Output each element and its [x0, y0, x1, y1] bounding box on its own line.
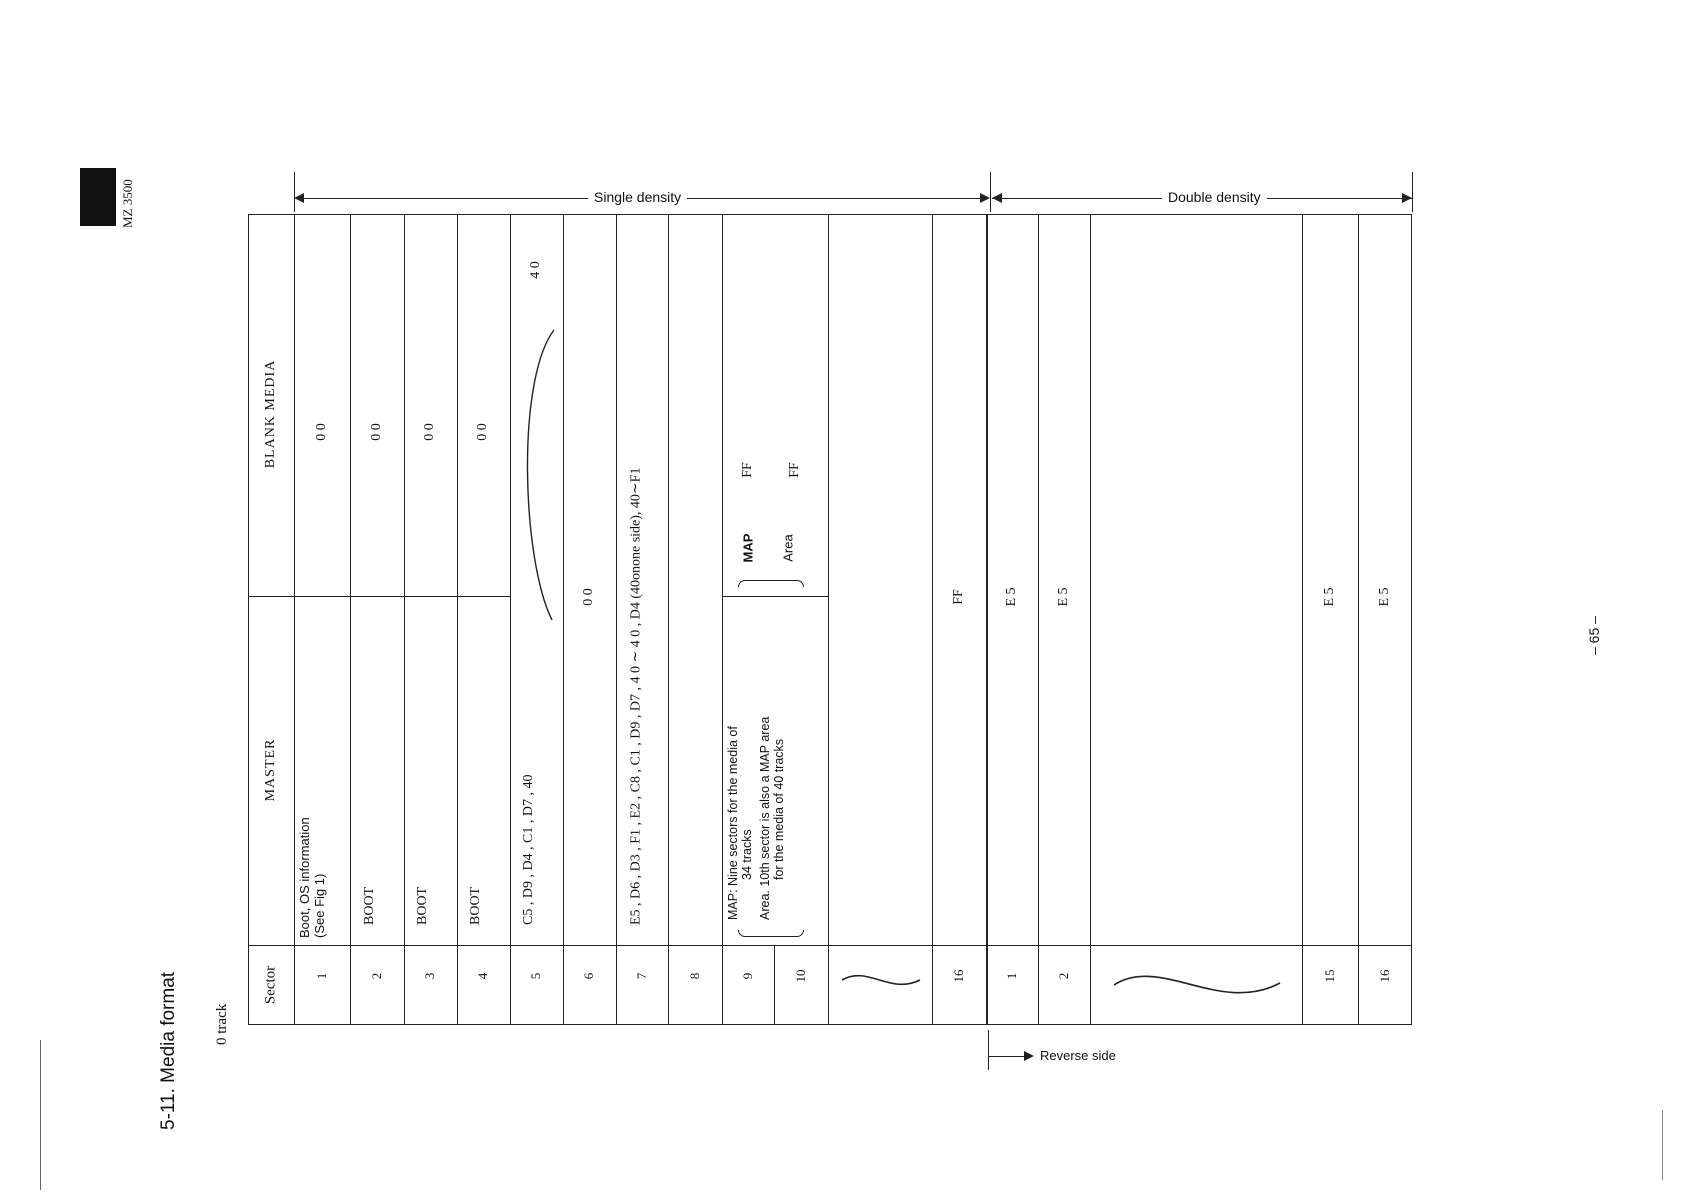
area-note: Area. 10th sector is also a MAP area for the media of 40 tracks — [758, 716, 786, 920]
area-label: Area — [780, 534, 796, 562]
blank-value: 0 0 — [314, 423, 329, 441]
sector-number: 8 — [687, 972, 702, 980]
sector-number: 1 — [1004, 972, 1019, 980]
row-divider-13 — [1038, 214, 1039, 1025]
master-boot-os-info: Boot, OS information (See Fig 1) — [297, 817, 327, 938]
scan-mark-left — [40, 1040, 41, 1190]
row-divider-2 — [404, 214, 405, 1025]
double-sector15-value: E 5 — [1322, 587, 1337, 607]
single-density-arrow-left — [294, 193, 304, 203]
master-blank-divider-b — [722, 596, 828, 597]
sector-number: 10 — [793, 969, 808, 983]
master-boot: BOOT — [362, 886, 377, 925]
row-divider-15 — [1302, 214, 1303, 1025]
master-boot: BOOT — [415, 886, 430, 925]
row-divider-12 — [986, 214, 988, 1025]
sector6-value: 0 0 — [581, 588, 596, 606]
double-sector1-value: E 5 — [1004, 587, 1019, 607]
density-divider-tick — [990, 172, 991, 212]
scan-mark-right — [1662, 1110, 1663, 1180]
header-column-divider — [294, 214, 295, 1025]
row-divider-14 — [1090, 214, 1091, 1025]
blank-value: 0 0 — [475, 423, 490, 441]
double-density-arrow-left — [992, 193, 1002, 203]
blank-value: 0 0 — [422, 423, 437, 441]
single-density-arrow-right — [980, 193, 990, 203]
sector5-blank-end: 4 0 — [528, 261, 543, 279]
master-blank-divider-a — [248, 596, 510, 597]
row-divider-6 — [616, 214, 617, 1025]
double-sector2-value: E 5 — [1056, 587, 1071, 607]
row-divider-1 — [350, 214, 351, 1025]
map-value: FF — [740, 462, 755, 478]
column-header-blank-media: BLANK MEDIA — [263, 359, 278, 469]
page-number: – 65 – — [1586, 616, 1602, 655]
double-sector16-value: E 5 — [1377, 587, 1392, 607]
row-divider-8 — [722, 214, 723, 1025]
sector16-value: FF — [951, 589, 966, 605]
sector-number: 9 — [740, 972, 755, 980]
column-header-master: MASTER — [263, 738, 278, 802]
continuation-wave-single — [828, 955, 932, 1005]
row-divider-16 — [1358, 214, 1359, 1025]
row-divider-10 — [828, 214, 829, 1025]
zero-track-label: 0 track — [214, 1003, 230, 1045]
sector-number: 3 — [422, 972, 437, 980]
sector-row-divider — [248, 945, 1412, 946]
continuation-wave-double — [1090, 955, 1302, 1015]
reverse-side-tick — [988, 1030, 989, 1070]
sector-number: 2 — [1056, 972, 1071, 980]
sector7-values: E5 , D6 , D3 , F1 , E2 , C8 , C1 , D9 , D7 , 4 0 ∼ 4 0 , D4 (40onone side), 40∼F1 — [628, 467, 644, 925]
map-label: MAP — [740, 533, 756, 563]
sector5-range-curve — [510, 320, 563, 640]
row-divider-7 — [668, 214, 669, 1025]
sector-number: 15 — [1322, 969, 1337, 983]
master-boot: BOOT — [468, 886, 483, 925]
single-density-label: Single density — [588, 189, 687, 205]
blank-value: 0 0 — [369, 423, 384, 441]
area-value: FF — [787, 462, 802, 478]
reverse-side-label: Reverse side — [1040, 1048, 1116, 1063]
double-density-label: Double density — [1162, 189, 1267, 205]
column-header-sector: Sector — [262, 965, 279, 1005]
reverse-side-line — [988, 1056, 1026, 1057]
sector-number: 6 — [581, 972, 596, 980]
brand-logo — [80, 168, 116, 226]
double-density-right-tick — [1412, 172, 1413, 212]
sector-number: 4 — [475, 972, 490, 980]
map-brace — [738, 930, 804, 937]
sector-number: 7 — [634, 972, 649, 980]
sector-number: 16 — [951, 969, 966, 983]
section-title: 5-11. Media format — [158, 971, 179, 1130]
map-note: MAP: Nine sectors for the media of 34 tracks — [726, 726, 754, 920]
sector-number: 5 — [528, 972, 543, 980]
row-divider-3 — [457, 214, 458, 1025]
map-area-brace — [738, 580, 804, 587]
row-divider-5 — [563, 214, 564, 1025]
sector-number: 16 — [1377, 969, 1392, 983]
sector-number: 2 — [369, 972, 384, 980]
sector5-values: C5 , D9 , D4 , C1 , D7 , 40 — [521, 774, 536, 925]
double-density-arrow-right — [1402, 193, 1412, 203]
reverse-side-arrow — [1024, 1051, 1034, 1061]
single-density-left-tick — [294, 172, 295, 212]
logo-text: MZ 3500 — [120, 179, 135, 228]
row-divider-9 — [774, 945, 775, 1025]
row-divider-11 — [932, 214, 933, 1025]
sector-number: 1 — [314, 972, 329, 980]
